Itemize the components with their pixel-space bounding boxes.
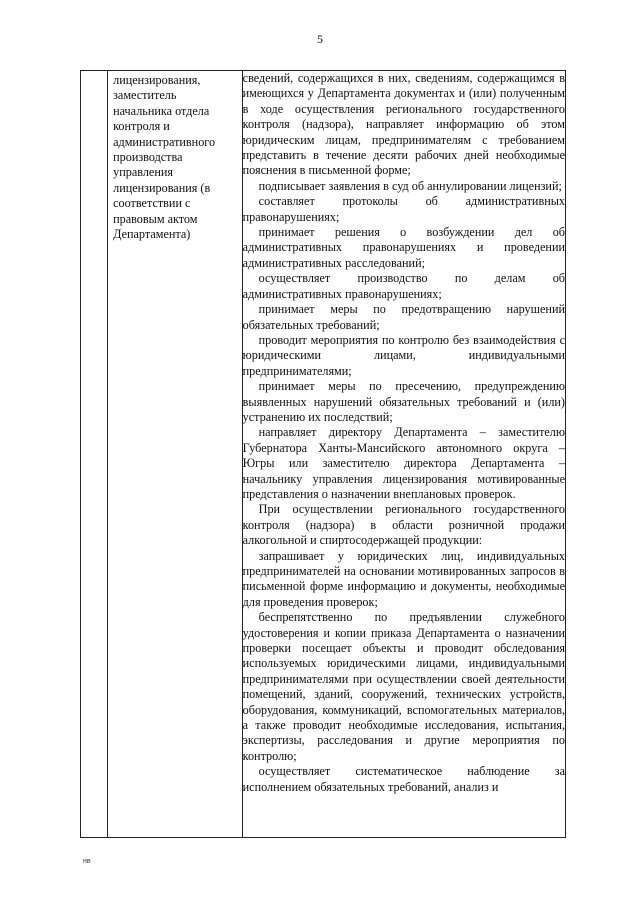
duty-paragraph: принимает решения о возбуждении дел об административных правонарушениях и проведении административных расследований;	[242, 225, 565, 270]
row-number-cell	[81, 71, 108, 838]
duty-paragraph: подписывает заявления в суд об аннулировании лицензий;	[258, 178, 562, 193]
page-number: 5	[317, 32, 323, 46]
duty-paragraph: запрашивает у юридических лиц, индивидуальных предпринимателей на основании мотивированных запросов в письменной форме информацию и документы, необходимые для проведения проверок;	[242, 548, 565, 609]
table-row	[81, 71, 566, 838]
duty-paragraph: сведений, содержащихся в них, сведениям, содержащимся в имеющихся у Департамента документах и (или) полученным в ходе осуществления регионального государственного контроля (надзора), направляет информацию об этом юридическим лицам, предпринимателям с требованием представить в течение десяти рабочих дней необходимые пояснения в письменной форме;	[242, 71, 565, 178]
duty-paragraph: осуществляет систематическое наблюдение за исполнением обязательных требований, анализ и	[242, 764, 565, 794]
duty-paragraph: составляет протоколы об административных правонарушениях;	[242, 194, 565, 224]
duty-paragraph: принимает меры по пресечению, предупреждению выявленных нарушений обязательных требований и (или) устранению их последствий;	[242, 379, 565, 424]
responsibilities-table	[80, 70, 566, 838]
duty-paragraph: беспрепятственно по предъявлении служебного удостоверения и копии приказа Департамента о назначении проверки посещает объекты и проводит обследования используемых юридическими лицами, индивидуальными предпринимателями при осуществлении своей деятельности помещений, зданий, сооружений, технических устройств, оборудования, коммуникаций, вспомогательных материалов, а также проводит необходимые исследования, испытания, экспертизы, расследования и другие мероприятия по контролю;	[242, 610, 565, 763]
duties-cell	[242, 71, 565, 838]
role-cell	[108, 71, 243, 838]
duty-paragraph: При осуществлении регионального государственного контроля (надзора) в области розничной продажи алкогольной и спиртосодержащей продукции:	[242, 502, 565, 548]
role-description: лицензирования, заместитель начальника отдела контроля и административного производства управления лицензирования (в соответствии с правовым актом Департамента)	[113, 73, 216, 242]
duty-paragraph: принимает меры по предотвращению нарушений обязательных требований;	[242, 302, 565, 332]
duty-paragraph: направляет директору Департамента – заместителю Губернатора Ханты-Мансийского автономного округа – Югры или заместителю директора Департамента – начальнику управления лицензирования мотивированные представления о назначении внеплановых проверок.	[242, 425, 565, 501]
footer-mark: нв	[83, 858, 91, 865]
duty-paragraph: осуществляет производство по делам об административных правонарушениях;	[242, 271, 565, 301]
duty-paragraph: проводит мероприятия по контролю без взаимодействия с юридическими лицами, индивидуальными предпринимателями;	[242, 332, 565, 378]
